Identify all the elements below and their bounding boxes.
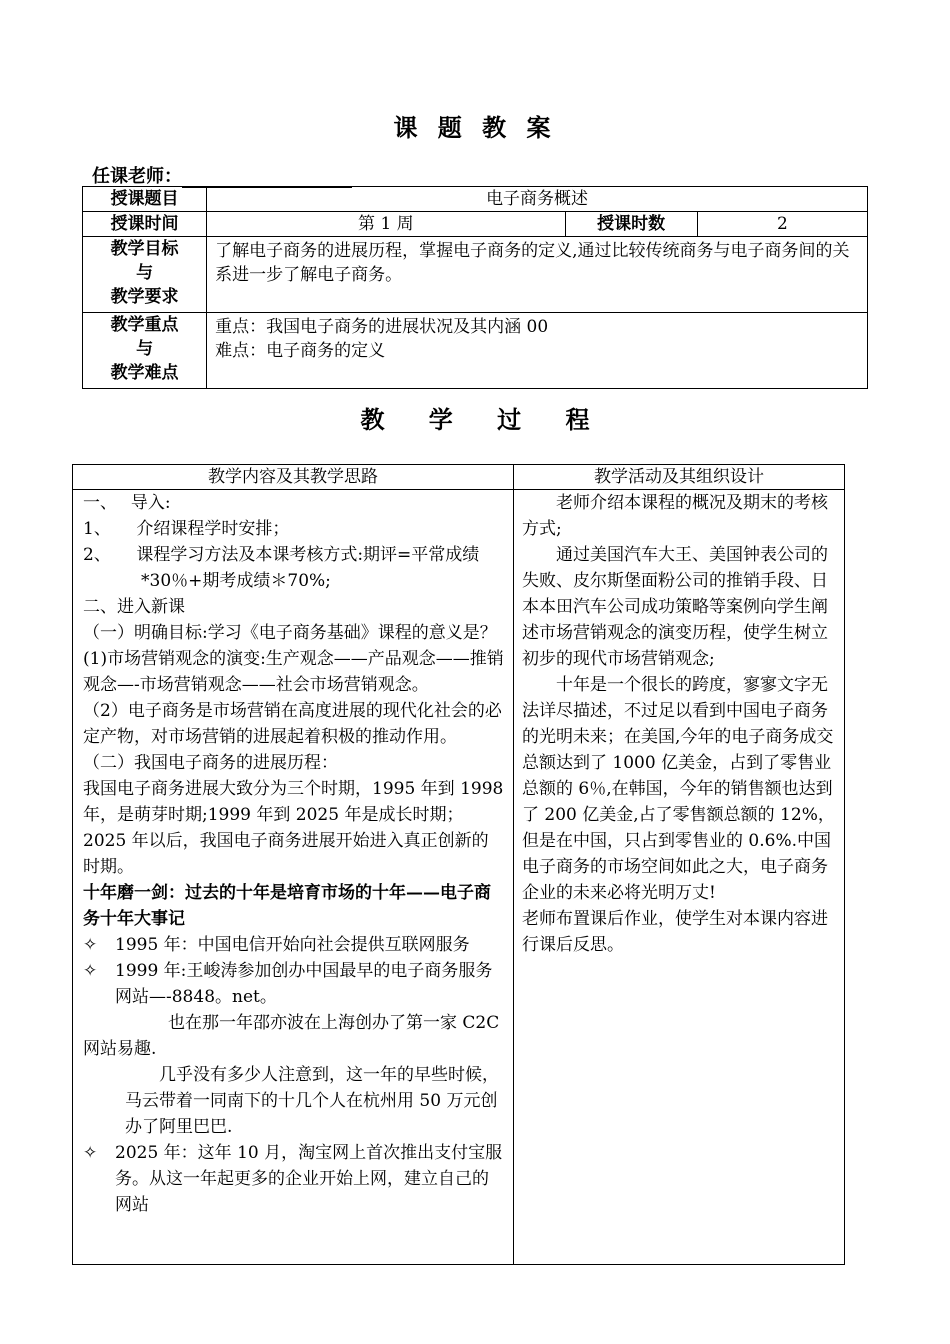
teacher-label: 任课老师：: [92, 166, 182, 187]
time-label: 授课时间: [83, 212, 207, 237]
focus-label-line-1: 教学重点: [110, 315, 179, 335]
topic-value: 电子商务概述: [207, 187, 868, 212]
event-item: [83, 958, 505, 1010]
topic-label: 授课题目: [83, 187, 207, 212]
activity-paragraph: 老师布置课后作业，使学生对本课内容进行课后反思。: [522, 909, 828, 955]
decade-heading: 十年磨一剑：过去的十年是培育市场的十年——电子商务十年大事记: [83, 883, 491, 929]
activity-paragraph: 老师介绍本课程的概况及期末的考核方式;: [522, 493, 828, 539]
intro-item-1: 1、 介绍课程学时安排；: [83, 519, 290, 539]
event-note: 也在那一年邵亦波在上海创办了第一家 C2C 网站易趣.: [83, 1013, 500, 1059]
teaching-content-cell: [73, 490, 514, 1265]
process-table: [72, 464, 845, 1265]
difficult-point: 难点：电子商务的定义: [215, 341, 386, 361]
lesson-info-table: [82, 186, 868, 389]
diamond-bullet-icon: ✧: [83, 1143, 98, 1163]
intro-heading: 一、 导入:: [83, 493, 171, 513]
goal-label: [83, 237, 207, 313]
teacher-field: [92, 162, 352, 188]
event-note: 几乎没有多少人注意到，这一年的早些时候，马云带着一同南下的十几个人在杭州用 50 万元创办了阿里巴巴.: [125, 1065, 499, 1137]
hours-value: 2: [697, 212, 867, 237]
event-item: [83, 932, 505, 958]
marketing-concepts: (1)市场营销观念的演变:生产观念——产品观念——推销观念—-市场营销观念——社会市场营销观念。: [83, 649, 504, 695]
goal-label-line-3: 教学要求: [110, 287, 179, 307]
goal-label-line-1: 教学目标: [110, 239, 179, 259]
teacher-blank-line: [182, 167, 352, 188]
ecommerce-product: （2）电子商务是市场营销在高度进展的现代化社会的必定产物，对市场营销的进展起着积极的推动作用。: [83, 701, 502, 747]
process-title: 教 学 过 程: [360, 405, 590, 434]
history-heading: （二）我国电子商务的进展历程：: [83, 753, 338, 773]
activity-paragraph: 通过美国汽车大王、美国钟表公司的失败、皮尔斯堡面粉公司的推销手段、日本本田汽车公司成功策略等案例向学生阐述市场营销观念的演变历程，使学生树立初步的现代市场营销观念;: [522, 545, 828, 669]
diamond-bullet-icon: ✧: [83, 961, 98, 981]
goal-text: 了解电子商务的进展历程，掌握电子商务的定义,通过比较传统商务与电子商务间的关系进一步了解电子商务。: [207, 237, 868, 313]
goal-question: （一）明确目标:学习《电子商务基础》课程的意义是？: [83, 623, 497, 643]
focus-label: [83, 313, 207, 389]
right-column-header: 教学活动及其组织设计: [514, 465, 845, 490]
left-column-header: 教学内容及其教学思路: [73, 465, 514, 490]
key-point: 重点：我国电子商务的进展状况及其内涵 00: [215, 317, 549, 337]
event-text: 1995 年：中国电信开始向社会提供互联网服务: [115, 935, 470, 955]
focus-label-line-2: 与: [136, 339, 154, 359]
time-value: 第 1 周: [207, 212, 565, 237]
intro-item-2: 2、 课程学习方法及本课考核方式:期评=平常成绩*30％+期考成绩＊70%;: [83, 545, 480, 591]
event-text: 1999 年:王峻涛参加创办中国最早的电子商务服务网站—-8848。net。: [115, 961, 493, 1007]
new-lesson-heading: 二、进入新课: [83, 597, 185, 617]
event-item: [83, 1140, 505, 1218]
focus-text: [207, 313, 868, 389]
teaching-activity-cell: [514, 490, 845, 1265]
hours-label: 授课时数: [565, 212, 697, 237]
activity-paragraph: 十年是一个很长的跨度，寥寥文字无法详尽描述，不过足以看到中国电子商务的光明未来；在美国,今年的电子商务成交总额达到了 1000 亿美金，占到了零售业总额的 6％,在韩国，今年的销售额也达到了 200 亿美金,占了零售额总额的 12%，但是在中国，只占到零售业的 0.6%.中国电子商务的市场空间如此之大，电子商务企业的未来必将光明万丈!: [522, 675, 835, 903]
focus-label-line-3: 教学难点: [110, 363, 179, 383]
goal-label-line-2: 与: [136, 263, 154, 283]
diamond-bullet-icon: ✧: [83, 935, 98, 955]
event-text: 2025 年：这年 10 月，淘宝网上首次推出支付宝服务。从这一年起更多的企业开始上网，建立自己的网站: [115, 1143, 503, 1215]
history-stages: 我国电子商务进展大致分为三个时期，1995 年到 1998 年，是萌芽时期;1999 年到 2025 年是成长时期；2025 年以后，我国电子商务进展开始进入真正创新的时期。: [83, 779, 504, 877]
document-title: 课 题 教 案: [393, 113, 557, 142]
